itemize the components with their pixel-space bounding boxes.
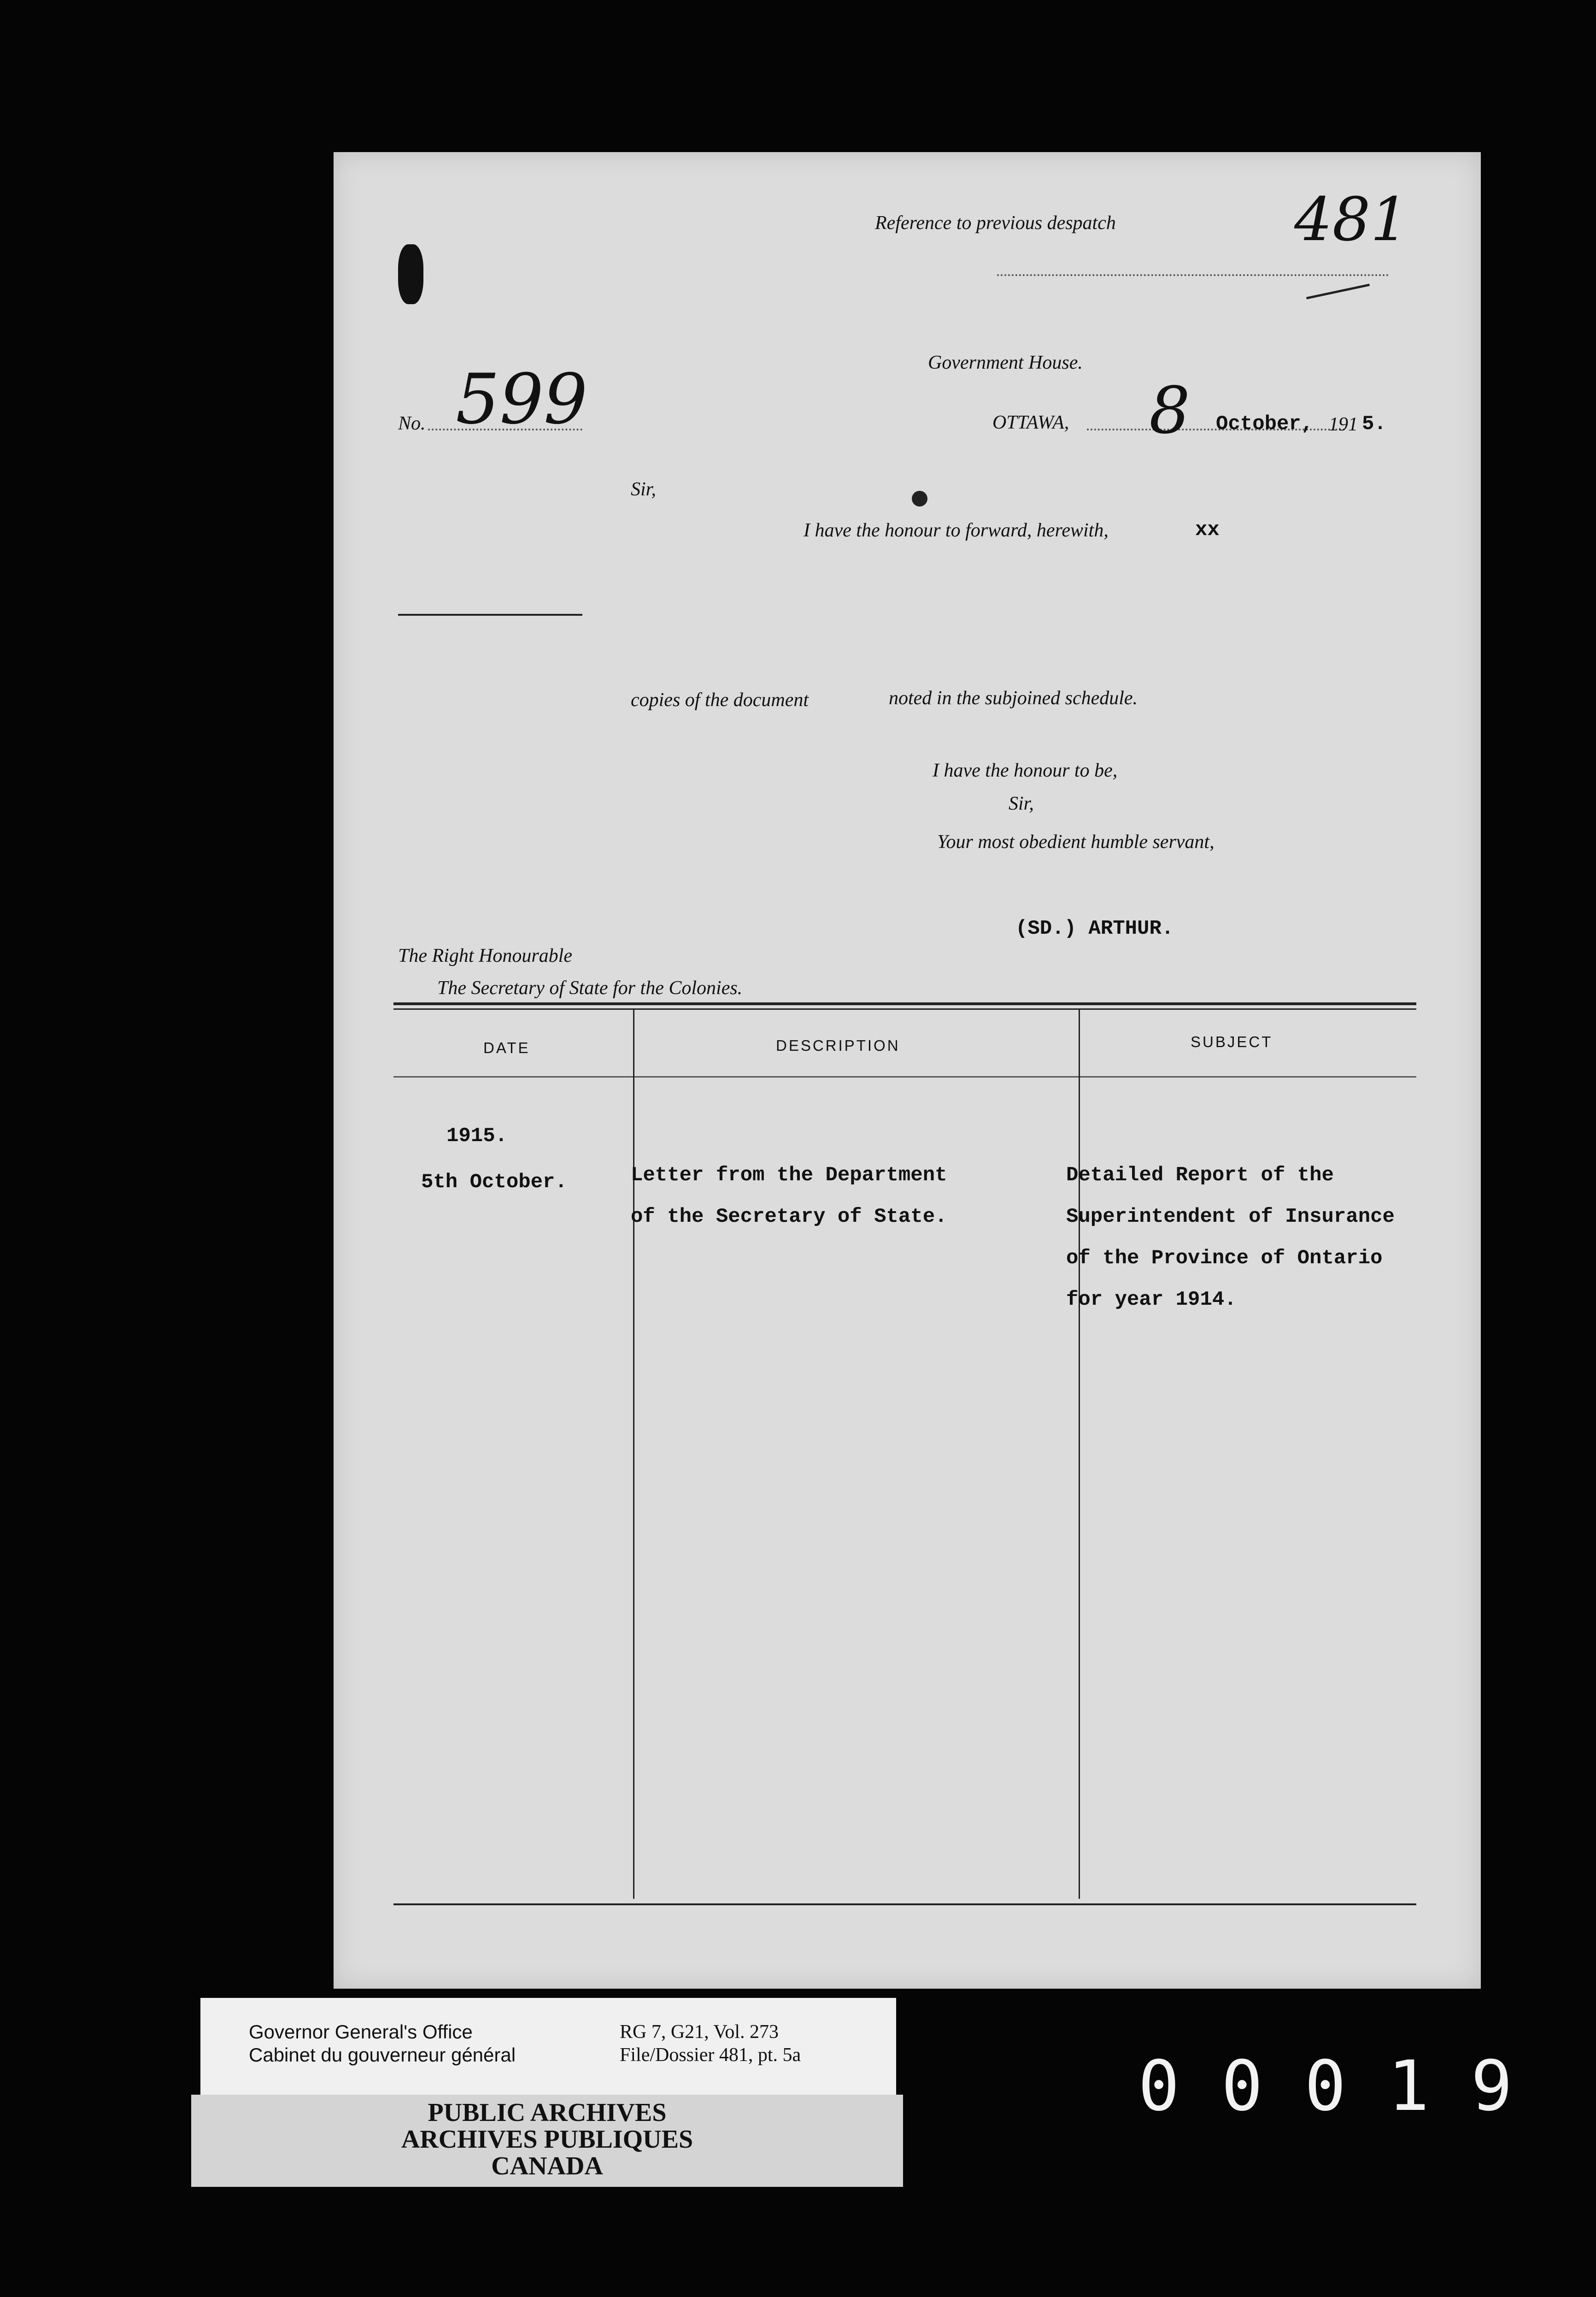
date-year: 1915. (446, 1125, 508, 1148)
ink-blot (398, 244, 423, 304)
description-line2: of the Secretary of State. (631, 1205, 947, 1228)
public-archives-en: PUBLIC ARCHIVES (428, 2098, 667, 2127)
ottawa-label: OTTAWA, (992, 412, 1069, 433)
date-day: 5th October. (421, 1171, 567, 1194)
body-line2b: noted in the subjoined schedule. (889, 688, 1138, 709)
reference-underline (1306, 284, 1370, 300)
public-archives-stamp (191, 2095, 903, 2187)
salutation: Sir, (631, 479, 656, 500)
no-label: No. (398, 413, 426, 434)
closing-line3: Your most obedient humble servant, (937, 831, 1215, 853)
reference-dotted-line (997, 274, 1389, 276)
document-sheet (334, 152, 1481, 1989)
margin-rule (398, 614, 582, 616)
no-dotted-line (428, 429, 582, 430)
government-house: Government House. (928, 352, 1083, 373)
archive-reference-label (200, 1998, 896, 2095)
office-en: Governor General's Office (249, 2021, 473, 2043)
subject-line2: Superintendent of Insurance (1066, 1205, 1395, 1228)
subject-line1: Detailed Report of the (1066, 1164, 1334, 1187)
body-line2a: copies of the document (631, 689, 809, 711)
table-bottom-rule (393, 1903, 1416, 1905)
closing-line2: Sir, (1009, 793, 1034, 814)
month: October, (1216, 412, 1314, 436)
signature: (SD.) ARTHUR. (1015, 917, 1174, 940)
body-line1: I have the honour to forward, herewith, (804, 520, 1109, 541)
ink-dot (912, 491, 927, 507)
description-line1: Letter from the Department (631, 1164, 947, 1187)
despatch-number: 599 (456, 359, 588, 440)
frame-counter: 0 0 0 1 9 (1138, 2046, 1513, 2126)
office-fr: Cabinet du gouverneur général (249, 2044, 516, 2066)
reference-label: Reference to previous despatch (875, 212, 1116, 234)
subject-line3: of the Province of Ontario (1066, 1247, 1383, 1270)
year-prefix: 191 (1329, 414, 1358, 435)
archive-ref2: File/Dossier 481, pt. 5a (620, 2044, 801, 2066)
addressee-line2: The Secretary of State for the Colonies. (437, 978, 743, 999)
column-header-description: DESCRIPTION (776, 1037, 900, 1054)
column-header-date: DATE (483, 1039, 530, 1056)
public-archives-fr: ARCHIVES PUBLIQUES (401, 2125, 693, 2154)
column-divider-1 (633, 1009, 634, 1899)
column-divider-2 (1079, 1009, 1080, 1899)
year-suffix: 5. (1362, 412, 1386, 436)
table-top-rule-2 (393, 1008, 1416, 1010)
public-archives-canada: CANADA (491, 2152, 603, 2180)
archive-ref1: RG 7, G21, Vol. 273 (620, 2021, 779, 2043)
body-line1-mark: xx (1195, 518, 1220, 542)
reference-number: 481 (1294, 184, 1409, 254)
column-header-subject: SUBJECT (1191, 1033, 1273, 1050)
addressee-line1: The Right Honourable (398, 945, 572, 966)
closing-line1: I have the honour to be, (933, 760, 1118, 781)
subject-line4: for year 1914. (1066, 1288, 1237, 1311)
table-header-rule (393, 1076, 1416, 1078)
table-top-rule (393, 1002, 1416, 1005)
day: 8 (1149, 373, 1191, 448)
